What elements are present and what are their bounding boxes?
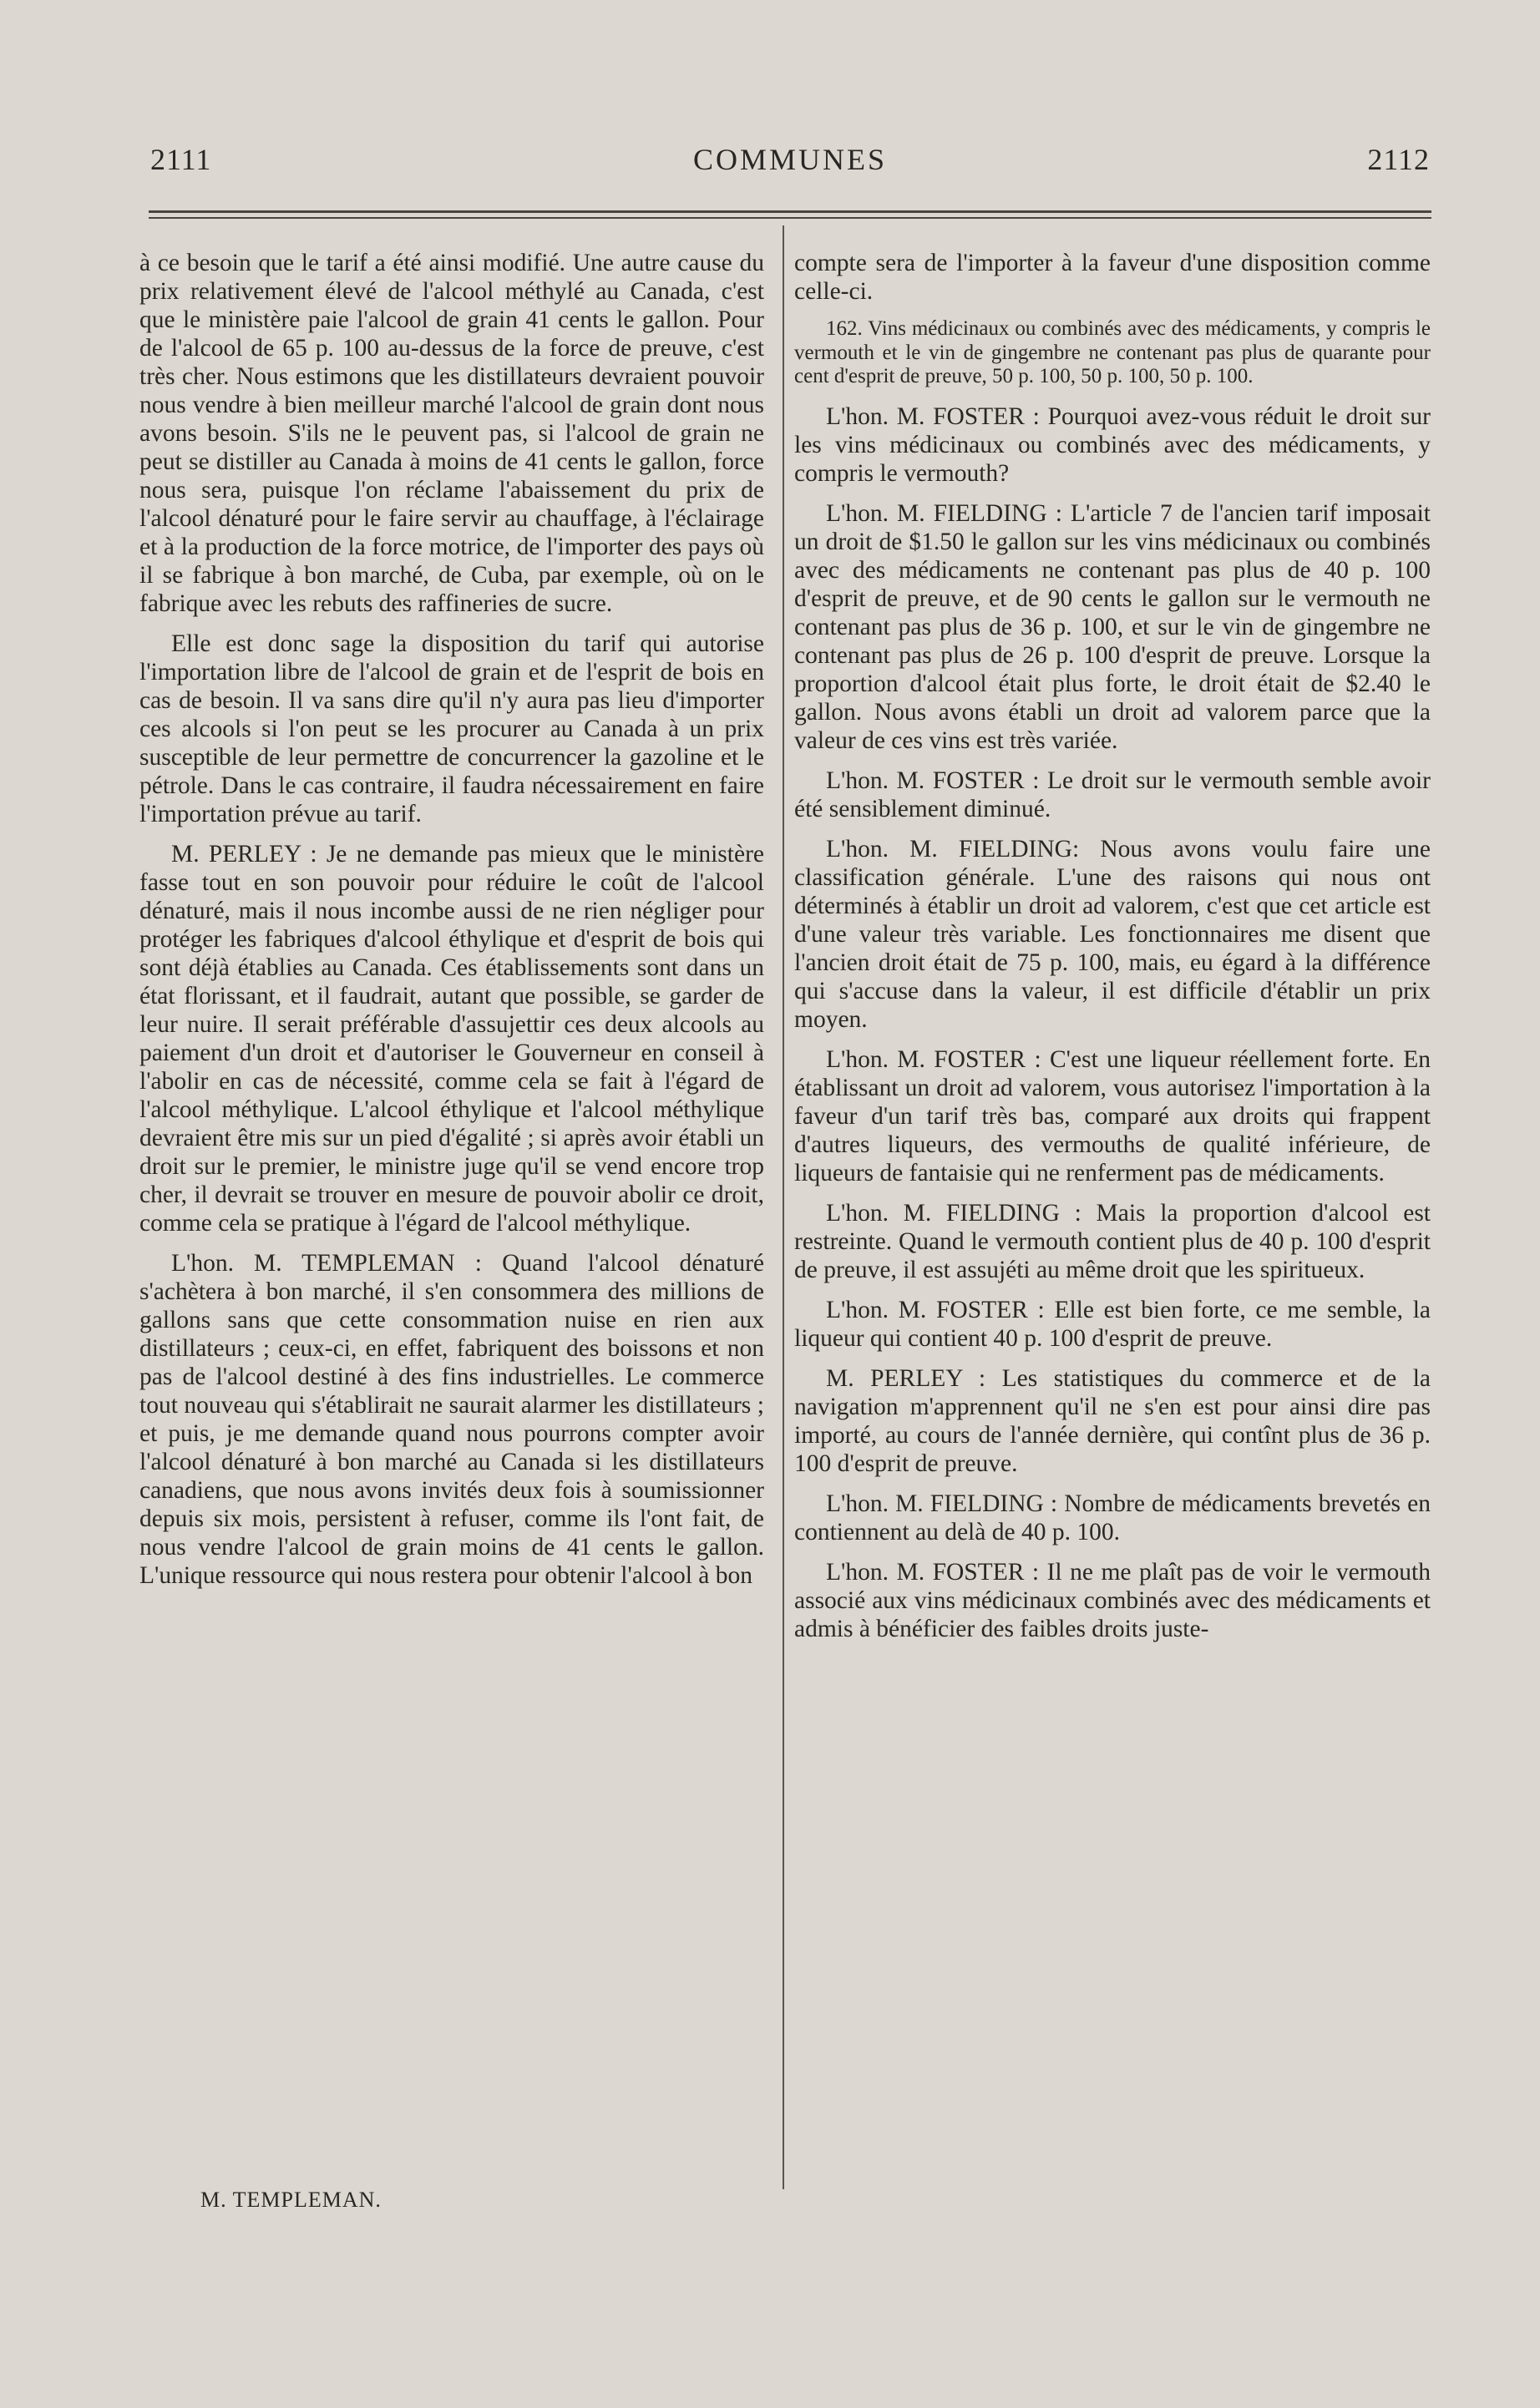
paragraph: à ce besoin que le tarif a été ainsi modifié. Une autre cause du prix relativement élevé de l'alcool méthylé au Canada, c'est que le ministère paie l'alcool de grain 41 cents le gallon. Pour de l'alcool de 65 p. 100 au-dessus de la force de preuve, c'est très cher. Nous estimons que les distillateurs devraient pouvoir nous vendre à bien meilleur marché l'alcool de grain dont nous avons besoin. S'ils ne le peuvent pas, si l'alcool de grain ne peut se distiller au Canada à moins de 41 cents le gallon, force nous sera, puisque l'on réclame l'abaissement du prix de l'alcool dénaturé pour le faire servir au chauffage, à l'éclairage et à la production de la force motrice, de l'importer des pays où il se fabrique à bon marché, de Cuba, par exemple, où on le fabrique avec les rebuts des raffineries de sucre. — [139, 250, 764, 617]
paragraph-speech: L'hon. M. FOSTER : Il ne me plaît pas de voir le vermouth associé aux vins médicinaux combinés avec des médicaments et admis à bénéficier des faibles droits juste- — [794, 1558, 1431, 1642]
paragraph-speech: L'hon. M. FOSTER : Pourquoi avez-vous réduit le droit sur les vins médicinaux ou combinés avec des médicaments, y compris le vermouth? — [794, 402, 1431, 487]
paragraph-speech: L'hon. M. FOSTER : Elle est bien forte, ce me semble, la liqueur qui contient 40 p. 100 d'esprit de preuve. — [794, 1296, 1431, 1352]
page-header — [150, 142, 1430, 184]
right-column — [794, 249, 1431, 1655]
paragraph-speech: L'hon. M. FIELDING: Nous avons voulu faire une classification générale. L'une des raisons qui nous ont déterminés à établir un droit ad valorem, c'est que cet article est d'une valeur très variable. Les fonctionnaires me disent que l'ancien droit était de 75 p. 100, mais, eu égard à la différence qui s'accuse dans la valeur, il est difficile d'établir un prix moyen. — [794, 835, 1431, 1033]
paragraph-speech: L'hon. M. FIELDING : L'article 7 de l'ancien tarif imposait un droit de $1.50 le gallon sur les vins médicinaux ou combinés avec des médicaments ne contenant pas plus de 40 p. 100 d'esprit de preuve, et de 90 cents le gallon sur le vermouth ne contenant pas plus de 36 p. 100, et sur le vin de gingembre ne contenant pas plus de 26 p. 100 d'esprit de preuve. Lorsque la proportion d'alcool était plus forte, le droit était de $2.40 le gallon. Nous avons établi un droit ad valorem parce que la valeur de ces vins est très variée. — [794, 499, 1431, 754]
paragraph-speech: L'hon. M. FIELDING : Mais la proportion d'alcool est restreinte. Quand le vermouth contient plus de 40 p. 100 d'esprit de preuve, il est assujéti au même droit que les spiritueux. — [794, 1199, 1431, 1283]
page-number-right: 2112 — [1367, 143, 1430, 176]
paragraph-speech: L'hon. M. FIELDING : Nombre de médicaments brevetés en contiennent au delà de 40 p. 100. — [794, 1490, 1431, 1545]
header-rule — [149, 210, 1431, 213]
left-column — [139, 249, 764, 1601]
paragraph-speech-templeman: L'hon. M. TEMPLEMAN : Quand l'alcool dénaturé s'achètera à bon marché, il s'en consommera des millions de gallons sans que cette consommation nuise en rien aux distillateurs ; ceux-ci, en effet, fabriquent des boissons et non pas de l'alcool destiné à des fins industrielles. Le commerce tout nouveau qui s'établirait ne saurait alarmer les distillateurs ; et puis, je me demande quand nous pourrons compter avoir l'alcool dénaturé à bon marché au Canada si les distillateurs canadiens, que nous avons invités deux fois à soumissionner depuis six mois, persistent à refuser, comme ils l'ont fait, de nous vendre l'alcool de grain moins de 41 cents le gallon. L'unique ressource qui nous restera pour obtenir l'alcool à bon — [139, 1250, 764, 1589]
header-rule-double — [149, 217, 1431, 219]
paragraph-speech: L'hon. M. FOSTER : Le droit sur le vermouth semble avoir été sensiblement diminué. — [794, 766, 1431, 822]
column-divider — [783, 225, 784, 2189]
paragraph-speech-perley: M. PERLEY : Je ne demande pas mieux que le ministère fasse tout en son pouvoir pour réduire le coût de l'alcool dénaturé, mais il nous incombe aussi de ne rien négliger pour protéger les fabriques d'alcool éthylique et d'esprit de bois qui sont déjà établies au Canada. Ces établissements sont dans un état florissant, et il faudrait, autant que possible, se garder de leur nuire. Il serait préférable d'assujettir ces deux alcools au paiement d'un droit et d'autoriser le Gouverneur en conseil à l'abolir en cas de nécessité, comme cela se fait à l'égard de l'alcool méthylique. L'alcool éthylique et l'alcool méthylique devraient être mis sur un pied d'égalité ; si après avoir établi un droit sur le premier, le ministre juge qu'il se vend encore trop cher, il devrait se trouver en mesure de pouvoir abolir ce droit, comme cela se pratique à l'égard de l'alcool méthylique. — [139, 841, 764, 1237]
tariff-item: 162. Vins médicinaux ou combinés avec des médicaments, y compris le vermouth et le vin de gingembre ne contenant pas plus de quarante pour cent d'esprit de preuve, 50 p. 100, 50 p. 100, 50 p. 100. — [794, 317, 1431, 387]
paragraph-speech: L'hon. M. FOSTER : C'est une liqueur réellement forte. En établissant un droit ad valorem, vous autorisez l'importation à la faveur d'un tarif très bas, comparé aux droits qui frappent d'autres liqueurs, des vermouths de qualité inférieure, de liqueurs de fantaisie qui ne renferment pas de médicaments. — [794, 1045, 1431, 1186]
paragraph: Elle est donc sage la disposition du tarif qui autorise l'importation libre de l'alcool de grain et de l'esprit de bois en cas de besoin. Il va sans dire qu'il n'y aura pas lieu d'importer ces alcools si l'on peut se les procurer au Canada à un prix susceptible de leur permettre de concurrencer la gazoline et le pétrole. Dans le cas contraire, il faudra nécessairement en faire l'importation prévue au tarif. — [139, 630, 764, 827]
page-number-left: 2111 — [150, 143, 212, 176]
speaker-footer: M. TEMPLEMAN. — [200, 2188, 382, 2212]
page-title: COMMUNES — [692, 143, 888, 176]
paragraph: compte sera de l'importer à la faveur d'une disposition comme celle-ci. — [794, 250, 1431, 305]
paragraph-speech: M. PERLEY : Les statistiques du commerce et de la navigation m'apprennent qu'il ne s'en est pour ainsi dire pas importé, au cours de l'année dernière, qui contînt plus de 36 p. 100 d'esprit de preuve. — [794, 1364, 1431, 1477]
